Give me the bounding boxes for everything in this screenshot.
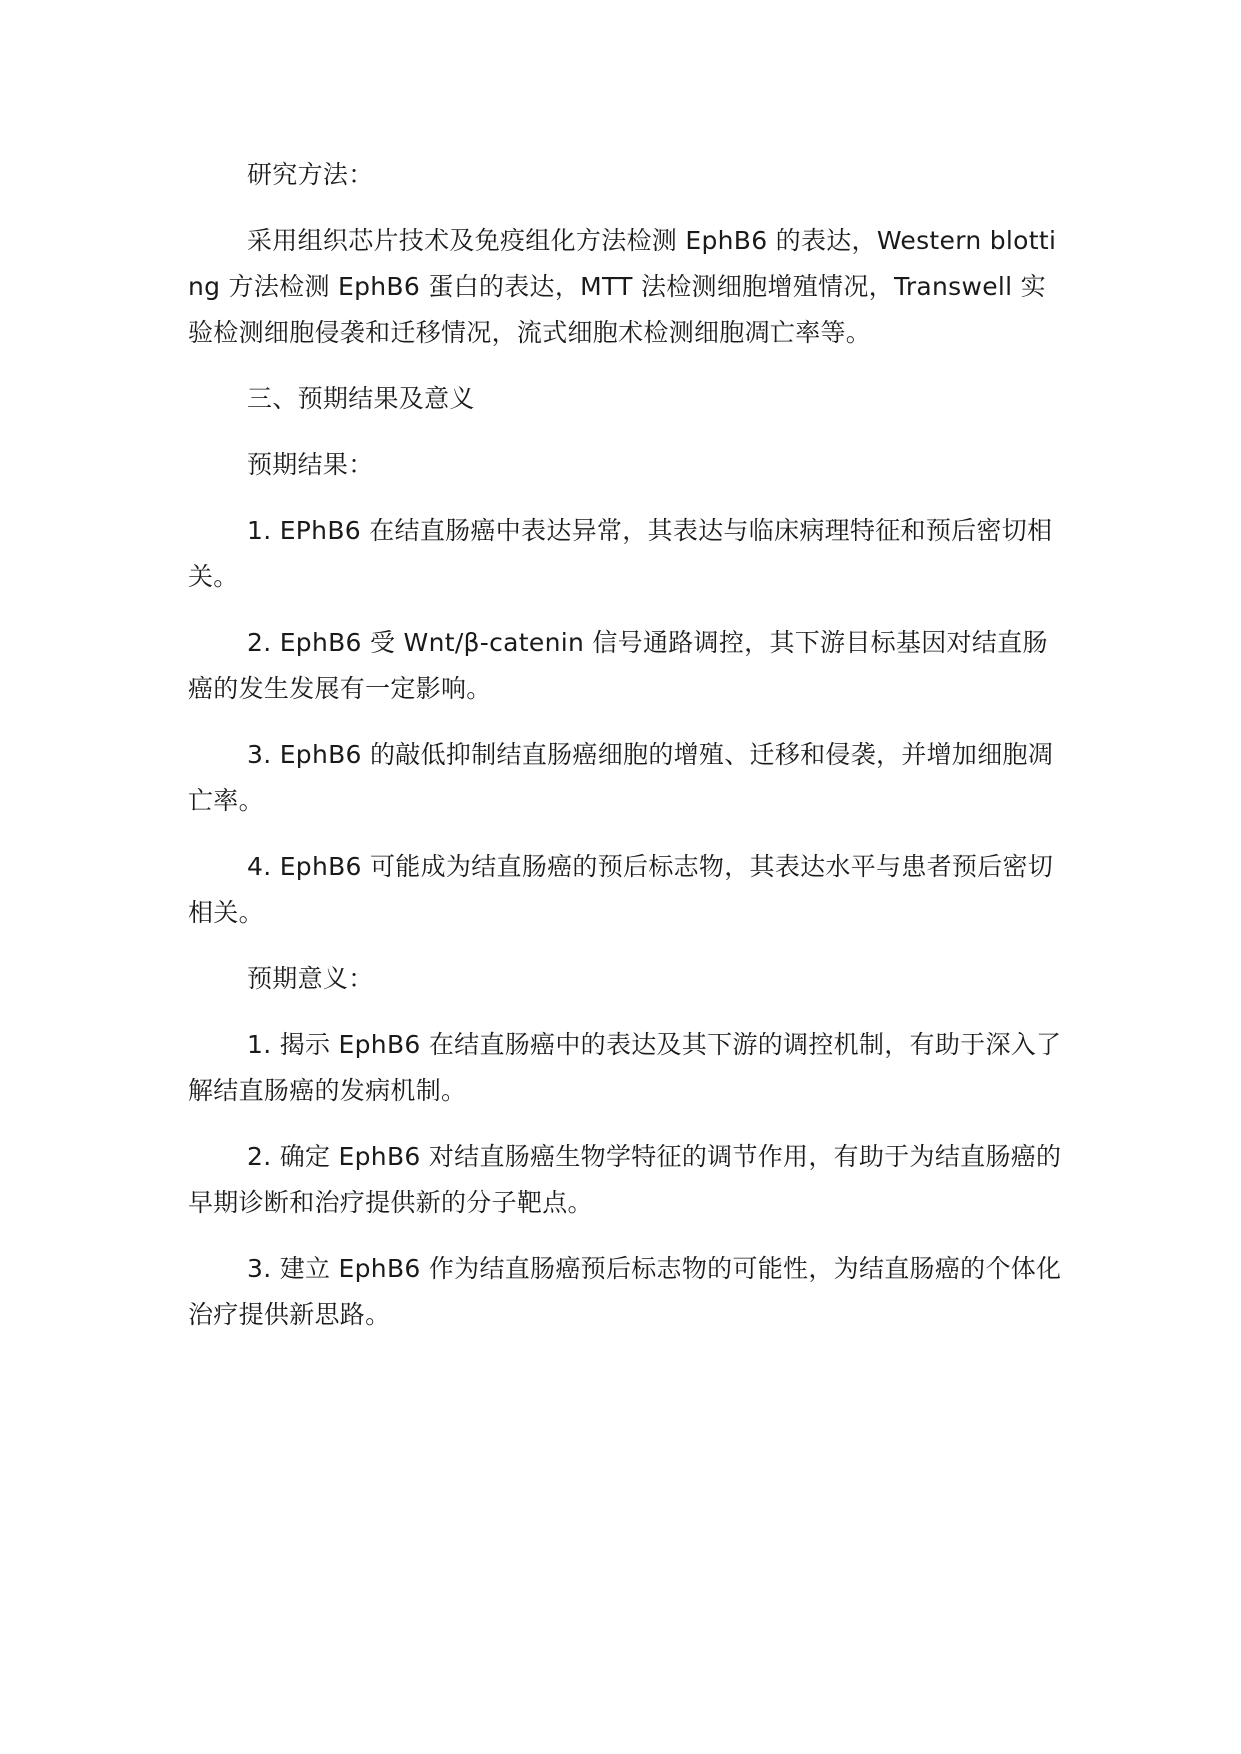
expected-significance-item-3: 3. 建立 EphB6 作为结直肠癌预后标志物的可能性，为结直肠癌的个体化治疗提供新思路。 [188,1254,1062,1329]
section-three-heading: 三、预期结果及意义 [247,384,475,413]
expected-result-item-2: 2. EphB6 受 Wnt/β-catenin 信号通路调控，其下游目标基因对结直肠癌的发生发展有一定影响。 [188,628,1048,703]
expected-significance-item-1: 1. 揭示 EphB6 在结直肠癌中的表达及其下游的调控机制，有助于深入了解结直肠癌的发病机制。 [188,1030,1062,1105]
expected-result-item-4: 4. EphB6 可能成为结直肠癌的预后标志物，其表达水平与患者预后密切相关。 [188,852,1054,927]
document-body [188,152,1068,1358]
expected-results-heading: 预期结果： [247,450,374,479]
research-method-paragraph: 采用组织芯片技术及免疫组化方法检测 EphB6 的表达，Western blotting 方法检测 EphB6 蛋白的表达，MTT 法检测细胞增殖情况，Transwell 实验检测细胞侵袭和迁移情况，流式细胞术检测细胞凋亡率等。 [188,226,1057,347]
expected-significance-item-2: 2. 确定 EphB6 对结直肠癌生物学特征的调节作用，有助于为结直肠癌的早期诊断和治疗提供新的分子靶点。 [188,1142,1062,1217]
expected-result-item-1: 1. EPhB6 在结直肠癌中表达异常，其表达与临床病理特征和预后密切相关。 [188,516,1053,591]
expected-result-item-3: 3. EphB6 的敲低抑制结直肠癌细胞的增殖、迁移和侵袭，并增加细胞凋亡率。 [188,740,1054,815]
research-method-heading: 研究方法： [247,160,374,189]
expected-significance-heading: 预期意义： [247,964,374,993]
